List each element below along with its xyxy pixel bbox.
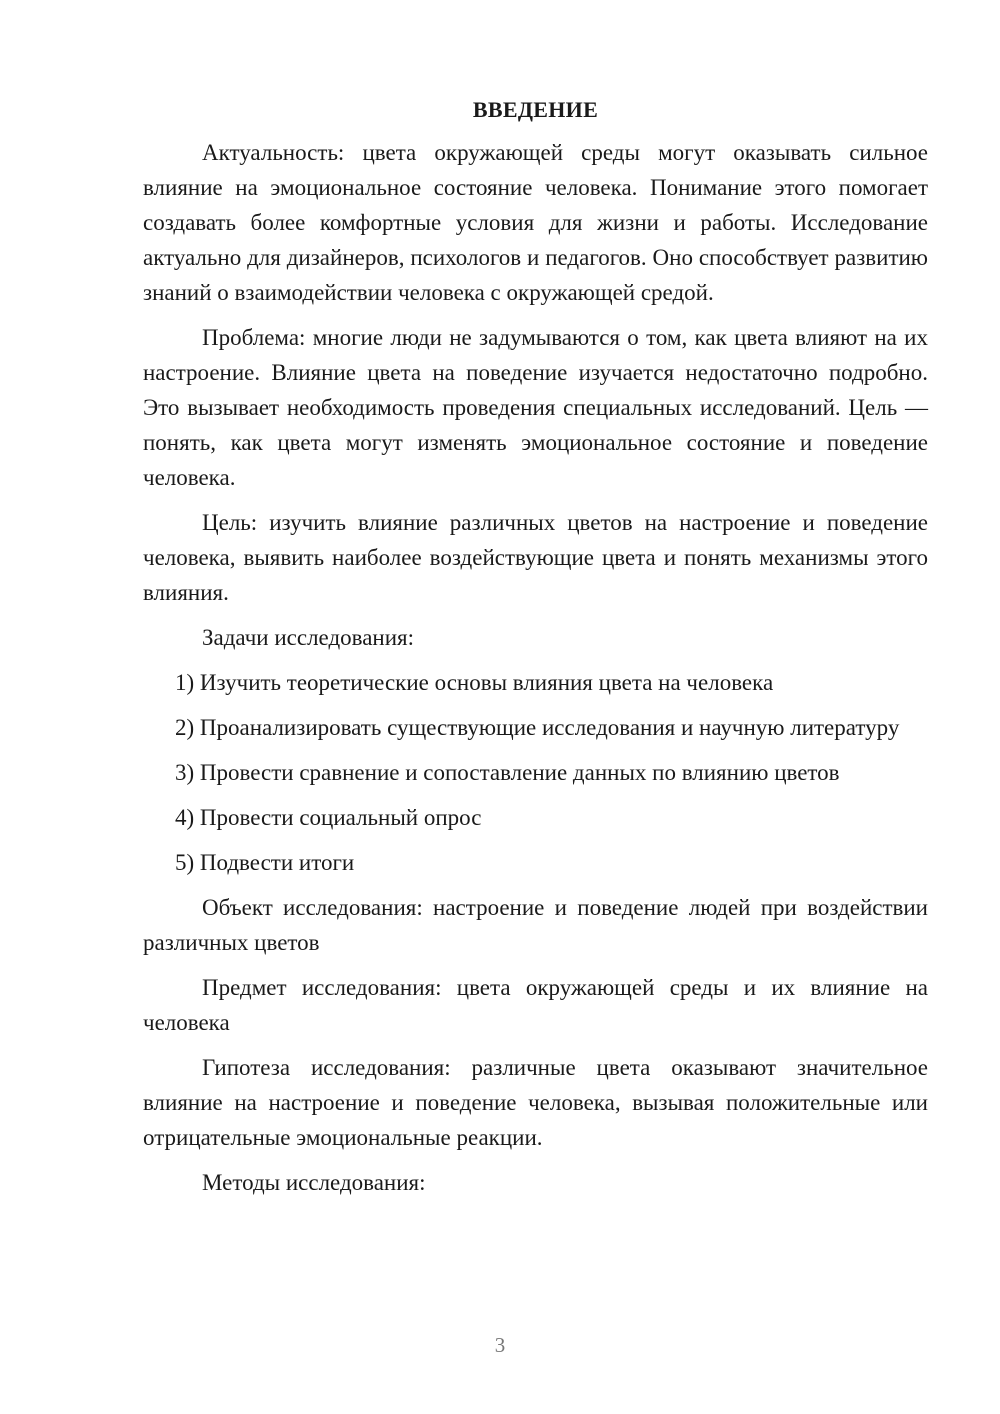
paragraph-relevance: Актуальность: цвета окружающей среды могут оказывать сильное влияние на эмоциональное состояние человека. Понимание этого помогает создавать более комфортные условия для жизни и работы. Исследование актуально для дизайнеров, психологов и педагогов. Оно способствует развитию знаний о взаимодействии человека с окружающей средой.	[143, 140, 928, 305]
page-title: ВВЕДЕНИЕ	[472, 97, 599, 122]
paragraph-goal: Цель: изучить влияние различных цветов на настроение и поведение человека, выявить наиболее воздействующие цвета и понять механизмы этого влияния.	[143, 510, 928, 605]
page-number: 3	[494, 1333, 506, 1357]
paragraph-hypothesis: Гипотеза исследования: различные цвета оказывают значительное влияние на настроение и поведение человека, вызывая положительные или отрицательные эмоциональные реакции.	[143, 1055, 928, 1150]
task-item-2: 2) Проанализировать существующие исследования и научную литературу	[175, 715, 900, 740]
task-item-1: 1) Изучить теоретические основы влияния цвета на человека	[175, 670, 774, 695]
task-item-3: 3) Провести сравнение и сопоставление данных по влиянию цветов	[175, 760, 840, 785]
tasks-heading: Задачи исследования:	[202, 625, 415, 650]
paragraph-subject: Предмет исследования: цвета окружающей среды и их влияние на человека	[143, 975, 928, 1035]
paragraph-object: Объект исследования: настроение и поведение людей при воздействии различных цветов	[143, 895, 928, 955]
methods-heading: Методы исследования:	[202, 1170, 426, 1195]
task-item-5: 5) Подвести итоги	[175, 850, 355, 875]
document-body	[143, 95, 928, 1210]
task-item-4: 4) Провести социальный опрос	[175, 805, 482, 830]
paragraph-problem: Проблема: многие люди не задумываются о том, как цвета влияют на их настроение. Влияние цвета на поведение изучается недостаточно подробно. Это вызывает необходимость проведения специальных исследований. Цель — понять, как цвета могут изменять эмоциональное состояние и поведение человека.	[143, 325, 928, 490]
